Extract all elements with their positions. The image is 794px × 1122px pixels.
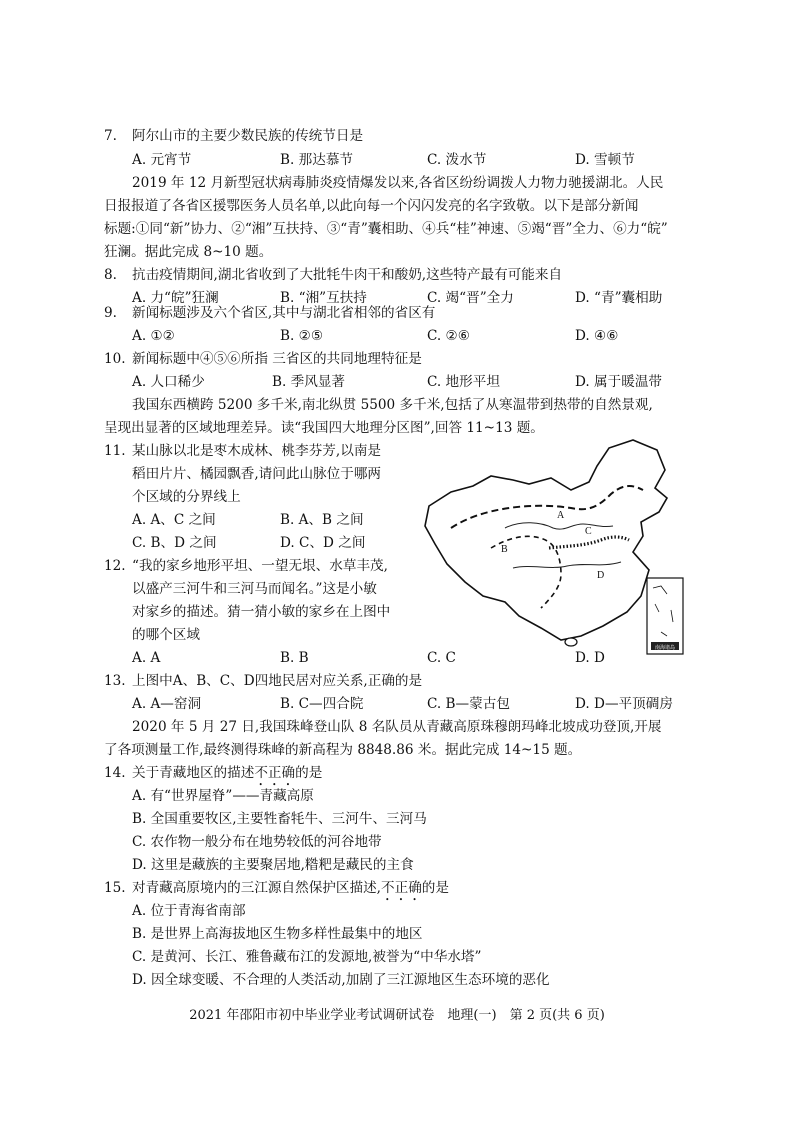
option-c: C. B—蒙古包 (427, 696, 510, 712)
option-a: A. A、C 之间 (132, 512, 216, 528)
question-number: 7. (104, 128, 117, 144)
china-region-map (421, 436, 689, 658)
option-c: C. B、D 之间 (132, 535, 217, 551)
region-label-d: D (597, 570, 605, 581)
option-d: D. D—平顶碉房 (575, 696, 673, 712)
option-a: A. 力“皖”狂澜 (132, 290, 219, 306)
inset-label: 南海诸岛 (654, 645, 676, 651)
hainan-island (565, 638, 577, 646)
option-c: C. C (427, 650, 456, 666)
option-a: A. 元宵节 (132, 152, 192, 168)
option-a: A. A—窑洞 (132, 696, 202, 712)
option-a: A. A (132, 650, 161, 666)
page-footer: 2021 年邵阳市初中毕业学业考试调研试卷 地理(一) 第 2 页(共 6 页) (189, 1008, 605, 1023)
question-text: 阿尔山市的主要少数民族的传统节日是 (132, 128, 364, 144)
emphasis-text: 不正确 (381, 880, 422, 896)
option-a: A. ①② (132, 328, 175, 344)
option-d: D. D (575, 650, 605, 666)
region-label-c: C (585, 526, 592, 537)
option-d: D. 雪顿节 (575, 152, 635, 168)
option-d: D. “青”囊相助 (575, 290, 663, 306)
option-d: D. C、D 之间 (280, 535, 366, 551)
map-graphic (421, 436, 689, 658)
option-c: C. ②⑥ (427, 328, 470, 344)
option-c: C. 竭“晋”全力 (427, 290, 514, 306)
option-b: B. “湘”互扶持 (280, 290, 367, 306)
region-label-b: B (501, 544, 508, 555)
option-b: B. 季风显著 (272, 374, 346, 390)
option-b: B. 那达慕节 (280, 152, 354, 168)
option-b: B. B (280, 650, 309, 666)
emphasis-text: 不正确 (254, 765, 296, 781)
option-d: D. ④⑥ (575, 328, 619, 344)
option-b: B. A、B 之间 (280, 512, 364, 528)
option-c: C. 泼水节 (427, 152, 487, 168)
option-b: B. C—四合院 (280, 696, 364, 712)
option-a: A. 人口稀少 (132, 374, 205, 390)
option-d: D. 属于暖温带 (575, 374, 663, 390)
region-label-a: A (557, 510, 565, 521)
option-b: B. ②⑤ (280, 328, 324, 344)
option-c: C. 地形平坦 (427, 374, 500, 390)
